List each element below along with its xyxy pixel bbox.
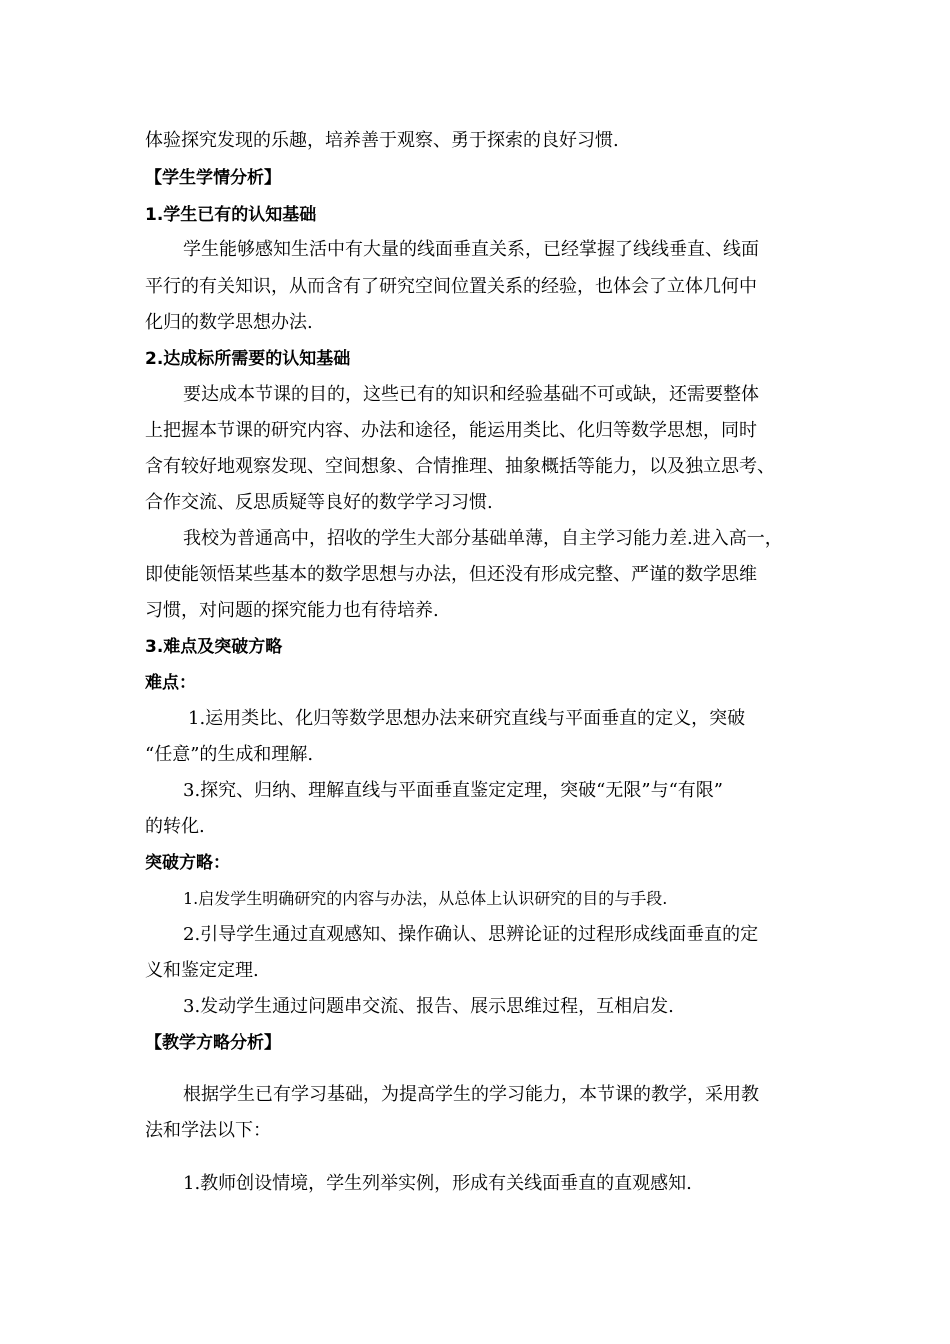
paragraph-line: 法和学法以下： [145,1120,271,1141]
paragraph-line: 体验探究发现的乐趣，培养善于观察、勇于探索的良好习惯. [145,130,619,151]
section-heading: 【学生学情分析】 [145,168,281,188]
list-item: 1.启发学生明确研究的内容与办法，从总体上认识研究的目的与手段. [183,889,668,908]
section-heading: 【教学方略分析】 [145,1033,281,1053]
paragraph-line: 的转化. [145,816,205,837]
paragraph-line: 要达成本节课的目的，这些已有的知识和经验基础不可或缺，还需要整体 [183,384,759,405]
list-item: 3.探究、归纳、理解直线与平面垂直鉴定定理，突破“无限”与“有限” [183,780,723,801]
paragraph-line: 化归的数学思想办法. [145,312,313,333]
subsection-heading: 1.学生已有的认知基础 [145,205,317,225]
paragraph-line: 根据学生已有学习基础，为提高学生的学习能力，本节课的教学，采用教 [183,1084,759,1105]
list-item: 3.发动学生通过问题串交流、报告、展示思维过程，互相启发. [183,996,674,1017]
paragraph-line: 平行的有关知识，从而含有了研究空间位置关系的经验，也体会了立体几何中 [145,276,757,297]
paragraph-line: 上把握本节课的研究内容、办法和途径，能运用类比、化归等数学思想，同时 [145,420,757,441]
subsection-heading: 3.难点及突破方略 [145,637,283,657]
paragraph-line: 我校为普通高中，招收的学生大部分基础单薄，自主学习能力差.进入高一， [183,528,783,549]
paragraph-line: 合作交流、反思质疑等良好的数学学习习惯. [145,492,493,513]
paragraph-line: “任意”的生成和理解. [145,744,314,765]
list-item: 1.运用类比、化归等数学思想办法来研究直线与平面垂直的定义，突破 [188,708,746,729]
paragraph-line: 学生能够感知生活中有大量的线面垂直关系，已经掌握了线线垂直、线面 [183,239,759,260]
subsection-heading: 2.达成标所需要的认知基础 [145,349,351,369]
list-item: 1.教师创设情境，学生列举实例，形成有关线面垂直的直观感知. [183,1173,692,1194]
paragraph-line: 即使能领悟某些基本的数学思想与办法，但还没有形成完整、严谨的数学思维 [145,564,757,585]
paragraph-line: 含有较好地观察发现、空间想象、合情推理、抽象概括等能力，以及独立思考、 [145,456,775,477]
label-strategy: 突破方略： [145,853,230,873]
paragraph-line: 习惯，对问题的探究能力也有待培养. [145,600,439,621]
label-difficulty: 难点： [145,673,196,693]
paragraph-line: 义和鉴定定理. [145,960,259,981]
list-item: 2.引导学生通过直观感知、操作确认、思辨论证的过程形成线面垂直的定 [183,924,759,945]
